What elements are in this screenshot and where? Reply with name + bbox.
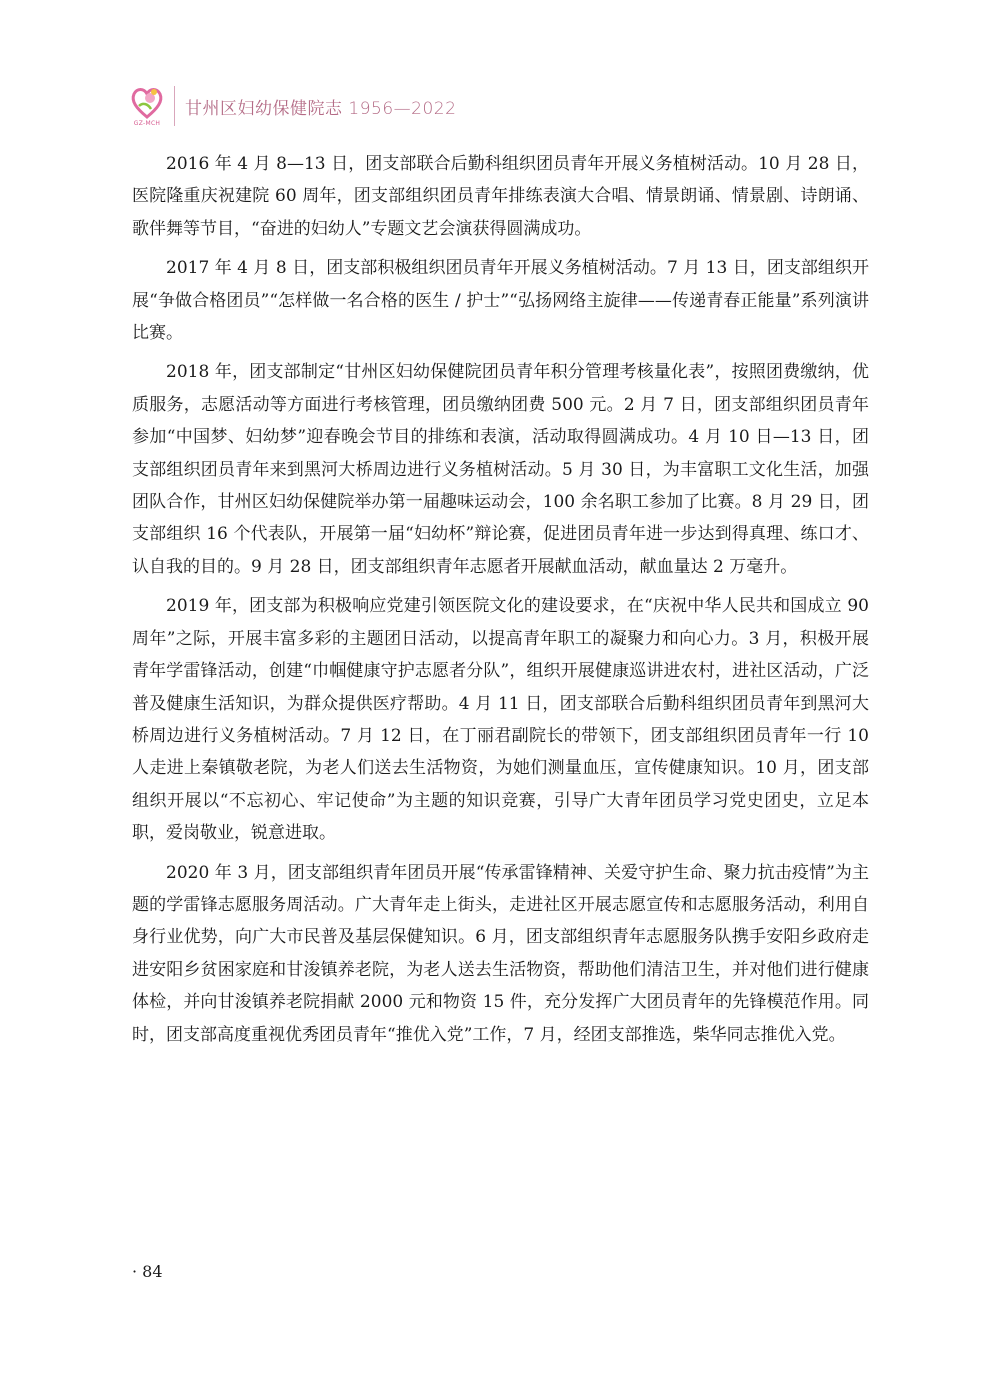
page-header — [130, 84, 456, 128]
paragraph-2020: 2020 年 3 月，团支部组织青年团员开展“传承雷锋精神、关爱守护生命、聚力抗击疫情”为主题的学雷锋志愿服务周活动。广大青年走上街头，走进社区开展志愿宣传和志愿服务活动，利用自身行业优势，向广大市民普及基层保健知识。6 月，团支部组织青年志愿服务队携手安阳乡政府走进安阳乡贫困家庭和甘浚镇养老院，为老人送去生活物资，帮助他们清洁卫生，并对他们进行健康体检，并向甘浚镇养老院捐献 2000 元和物资 15 件，充分发挥广大团员青年的先锋模范作用。同时，团支部高度重视优秀团员青年“推优入党”工作，7 月，经团支部推选，柴华同志推优入党。 — [132, 862, 869, 1045]
paragraph-2019: 2019 年，团支部为积极响应党建引领医院文化的建设要求，在“庆祝中华人民共和国成立 90 周年”之际，开展丰富多彩的主题团日活动，以提高青年职工的凝聚力和向心力。3 月，积极开展青年学雷锋活动，创建“巾帼健康守护志愿者分队”，组织开展健康巡讲进农村，进社区活动，广泛普及健康生活知识，为群众提供医疗帮助。4 月 11 日，团支部联合后勤科组织团员青年到黑河大桥周边进行义务植树活动。7 月 12 日，在丁丽君副院长的带领下，团支部组织团员青年一行 10 人走进上秦镇敬老院，为老人们送去生活物资，为她们测量血压，宣传健康知识。10 月，团支部组织开展以“不忘初心、牢记使命”为主题的知识竞赛，引导广大青年团员学习党史团史，立足本职，爱岗敬业，锐意进取。 — [132, 596, 869, 844]
heart-logo-icon — [130, 84, 164, 120]
paragraph-2017: 2017 年 4 月 8 日，团支部积极组织团员青年开展义务植树活动。7 月 13 日，团支部组织开展“争做合格团员”“怎样做一名合格的医生 / 护士”“弘扬网络主旋律——传递青春正能量”系列演讲比赛。 — [132, 258, 869, 344]
logo-caption: GZ-MCH — [133, 120, 161, 127]
header-divider — [174, 86, 175, 126]
paragraph-2016: 2016 年 4 月 8—13 日，团支部联合后勤科组织团员青年开展义务植树活动。10 月 28 日，医院隆重庆祝建院 60 周年，团支部组织团员青年排练表演大合唱、情景朗诵、情景剧、诗朗诵、歌伴舞等节目，“奋进的妇幼人”专题文艺会演获得圆满成功。 — [132, 154, 869, 239]
paragraph-2018: 2018 年，团支部制定“甘州区妇幼保健院团员青年积分管理考核量化表”，按照团费缴纳，优质服务，志愿活动等方面进行考核管理，团员缴纳团费 500 元。2 月 7 日，团支部组织团员青年参加“中国梦、妇幼梦”迎春晚会节目的排练和表演，活动取得圆满成功。4 月 10 日—13 日，团支部组织团员青年来到黑河大桥周边进行义务植树活动。5 月 30 日，为丰富职工文化生活，加强团队合作，甘州区妇幼保健院举办第一届趣味运动会，100 余名职工参加了比赛。8 月 29 日，团支部组织 16 个代表队，开展第一届“妇幼杯”辩论赛，促进团员青年进一步达到得真理、练口才、认自我的目的。9 月 28 日，团支部组织青年志愿者开展献血活动，献血量达 2 万毫升。 — [132, 362, 869, 577]
body-text — [132, 148, 869, 1058]
page-number: · 84 — [132, 1262, 163, 1281]
hospital-logo — [130, 84, 164, 128]
running-header-title: 甘州区妇幼保健院志 1956—2022 — [185, 98, 457, 119]
